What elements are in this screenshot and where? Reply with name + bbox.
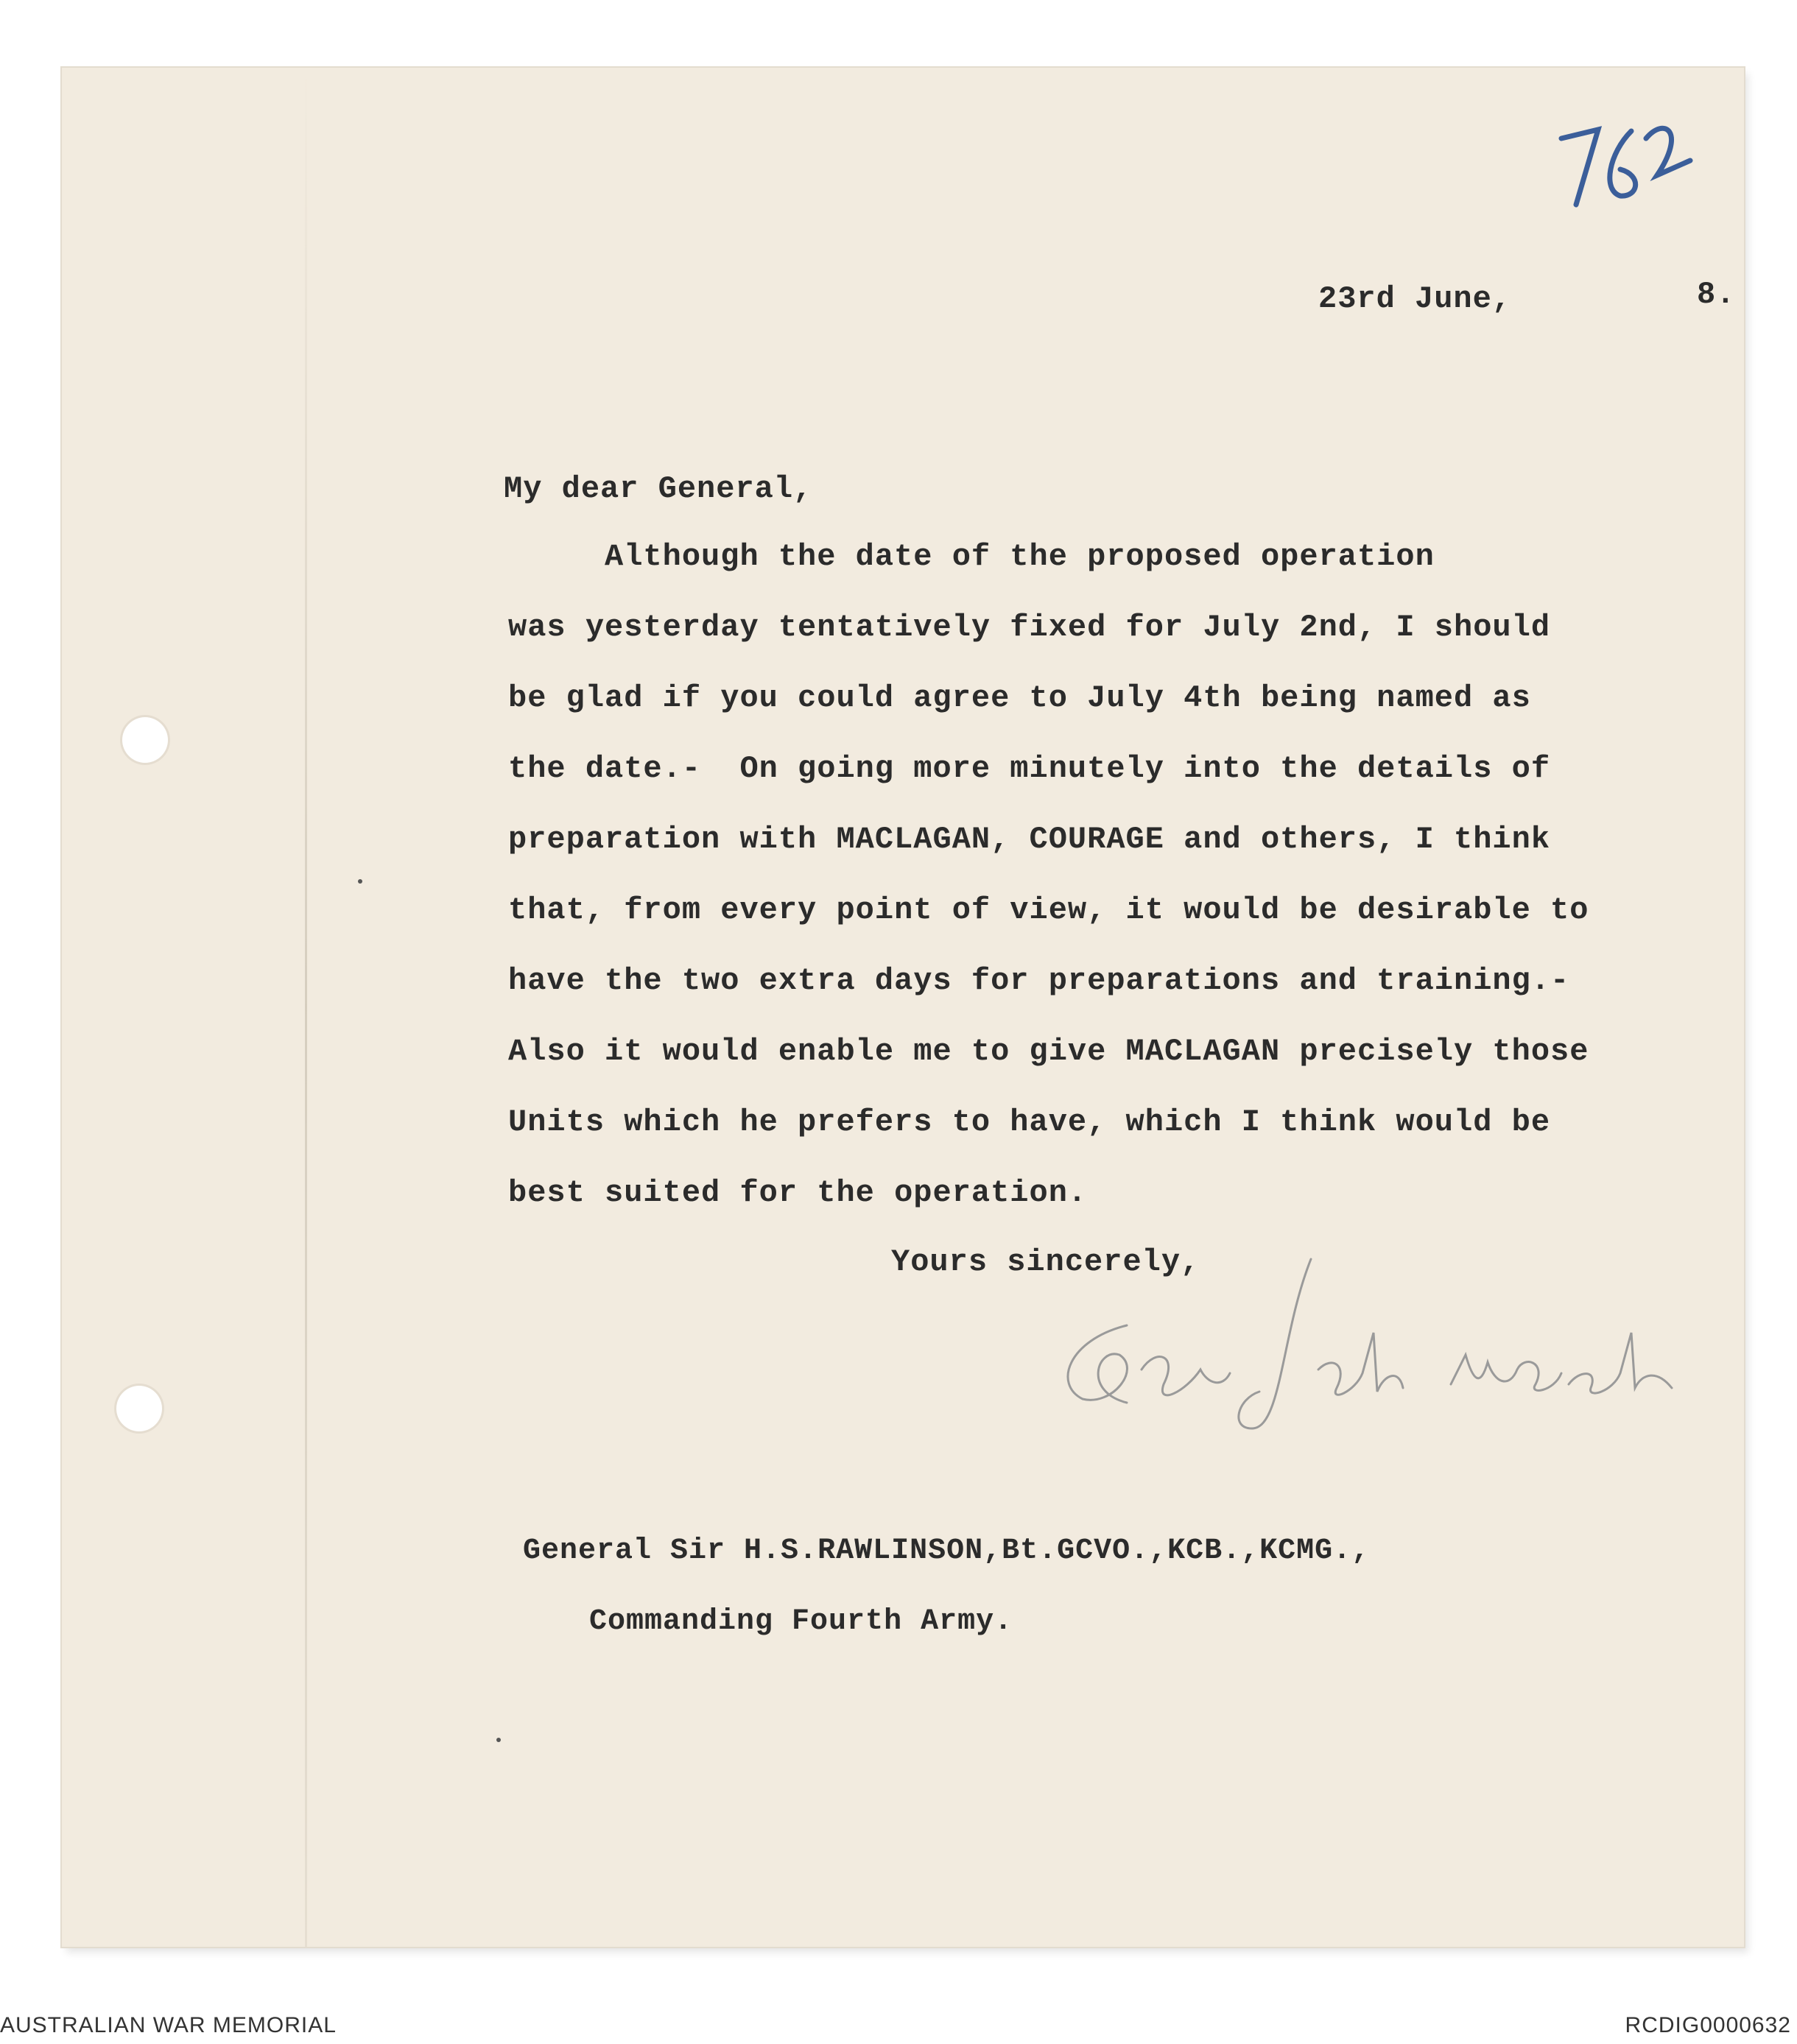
salutation: My dear General, (504, 471, 813, 507)
body-line: that, from every point of view, it would be desirable to (508, 892, 1589, 928)
closing: Yours sincerely, (891, 1244, 1200, 1280)
letter-date: 23rd June, (1318, 281, 1512, 317)
handwritten-annotation-762 (1547, 109, 1694, 219)
addressee-line: General Sir H.S.RAWLINSON,Bt.GCVO.,KCB.,KCMG., (523, 1534, 1371, 1568)
body-line: was yesterday tentatively fixed for July 2nd, I should (508, 610, 1551, 645)
body-line: the date.- On going more minutely into the details of (508, 751, 1551, 786)
punch-hole-bottom (116, 1386, 162, 1431)
punch-hole-top (122, 717, 168, 763)
footer-source-label: AUSTRALIAN WAR MEMORIAL (0, 2013, 337, 2037)
footer-record-id: RCDIG0000632 (1625, 2013, 1791, 2037)
signature-sgd-john-monash (1038, 1244, 1687, 1443)
body-line: preparation with MACLAGAN, COURAGE and others, I think (508, 822, 1551, 857)
body-line: be glad if you could agree to July 4th being named as (508, 680, 1531, 716)
letter-page (62, 68, 1744, 1947)
page-fold-line (305, 68, 307, 1947)
body-line: Also it would enable me to give MACLAGAN precisely those (508, 1034, 1589, 1069)
addressee-title-line: Commanding Fourth Army. (589, 1605, 1013, 1638)
body-line: Although the date of the proposed operation (508, 539, 1435, 574)
body-line: have the two extra days for preparations and training.- (508, 963, 1570, 998)
ink-speck (496, 1738, 501, 1742)
body-line: Units which he prefers to have, which I think would be (508, 1104, 1551, 1140)
ink-speck (358, 879, 362, 884)
body-line: best suited for the operation. (508, 1175, 1088, 1210)
page-number: 8. (1697, 277, 1736, 312)
